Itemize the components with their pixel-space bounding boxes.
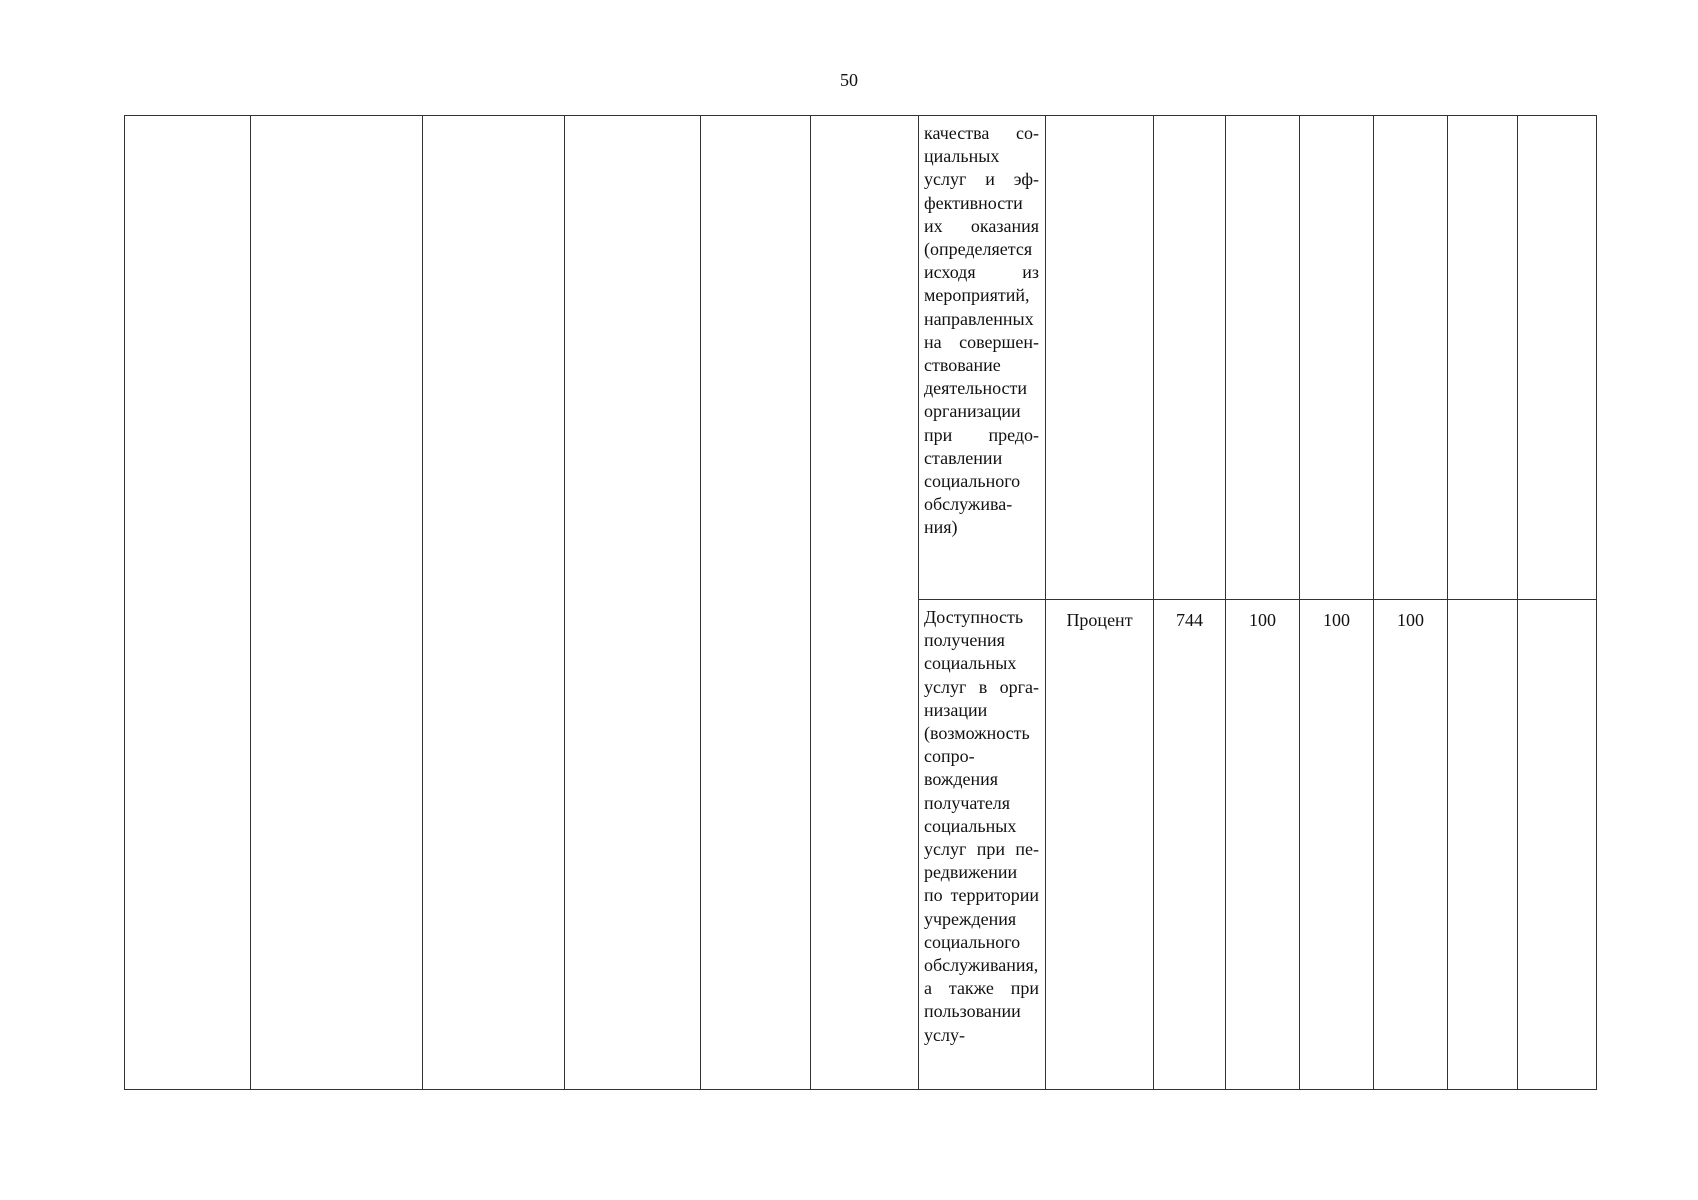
value-cell: 100 <box>1374 600 1448 1090</box>
empty-cell <box>251 116 423 1090</box>
indicator-description: Доступность получения социальных услуг в организации (возможность сопровождения получателя социальных услуг при передвижении по территории учреждения социального обслуживания, а также при пользовании услу- <box>924 607 1039 1045</box>
empty-cell <box>1448 116 1518 600</box>
empty-cell <box>565 116 701 1090</box>
empty-cell <box>701 116 811 1090</box>
indicator-description-cell <box>919 600 1046 1090</box>
document-table <box>124 115 1597 1090</box>
empty-cell <box>1518 600 1597 1090</box>
value-cell <box>1374 116 1448 600</box>
indicator-description: качества социальных услуг и эффективности их оказания (определяется исходя из мероприятий, направленных на совершенствование деятельности организации при предоставлении социального обслуживания) <box>924 123 1039 538</box>
table-row <box>125 116 1597 600</box>
okei-code-cell: 744 <box>1154 600 1226 1090</box>
value-cell <box>1226 116 1300 600</box>
unit-cell: Процент <box>1046 600 1154 1090</box>
empty-cell <box>811 116 919 1090</box>
value-cell: 100 <box>1226 600 1300 1090</box>
indicator-description-cell <box>919 116 1046 600</box>
empty-cell <box>423 116 565 1090</box>
empty-cell <box>125 116 251 1090</box>
page-number: 50 <box>840 70 858 90</box>
value-cell <box>1300 116 1374 600</box>
empty-cell <box>1448 600 1518 1090</box>
empty-cell <box>1518 116 1597 600</box>
okei-code-cell <box>1154 116 1226 600</box>
unit-cell <box>1046 116 1154 600</box>
value-cell: 100 <box>1300 600 1374 1090</box>
